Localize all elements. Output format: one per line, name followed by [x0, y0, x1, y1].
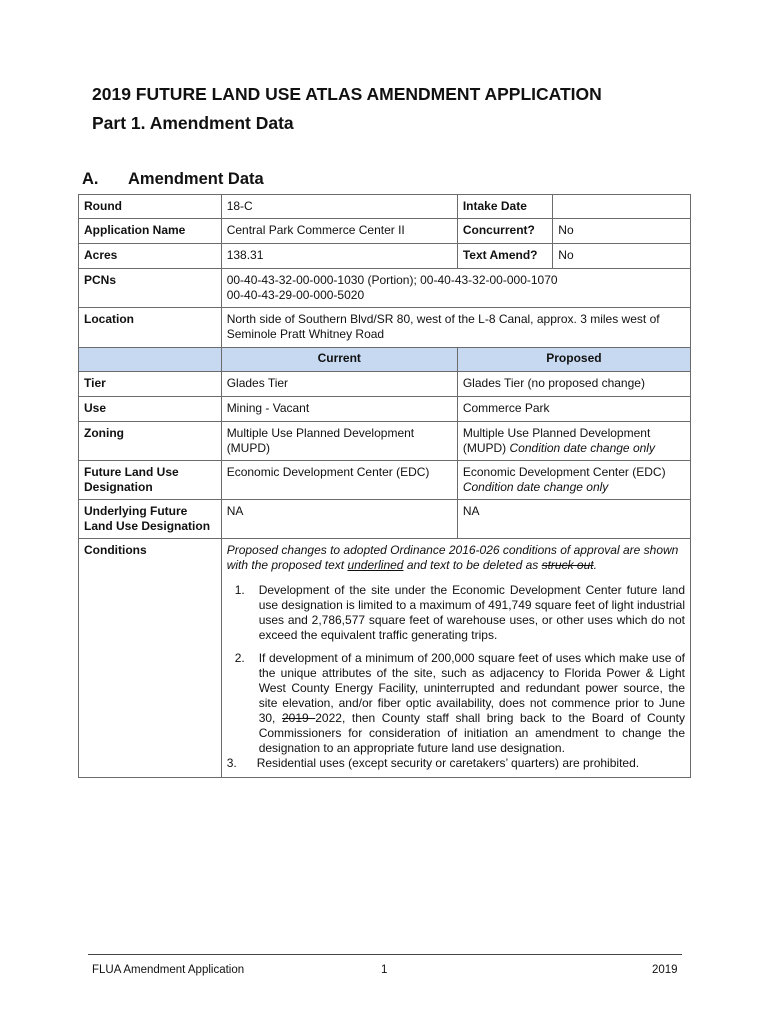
- zoning-proposed-note: Condition date change only: [509, 441, 655, 455]
- conditions-list: [227, 583, 685, 771]
- concurrent-label: Concurrent?: [457, 219, 552, 244]
- footer-year: 2019: [652, 964, 678, 976]
- application-name-value: Central Park Commerce Center II: [221, 219, 457, 244]
- footer-document-name: FLUA Amendment Application: [92, 964, 245, 976]
- future-land-use-label: Future Land Use Designation: [79, 461, 222, 500]
- conditions-label: Conditions: [79, 539, 222, 778]
- round-value: 18-C: [221, 195, 457, 219]
- conditions-intro-part-a: Proposed changes to adopted Ordinance 2016-026 conditions of approval are shown with the proposed text: [226, 543, 679, 572]
- proposed-header: Proposed: [457, 348, 690, 372]
- pcns-line-1: 00-40-43-32-00-000-1030 (Portion); 00-40-43-32-00-000-1070: [226, 273, 558, 287]
- future-land-use-proposed-note: Condition date change only: [462, 480, 609, 494]
- zoning-proposed-main: Multiple Use Planned Development (MUPD): [462, 426, 651, 455]
- table-row-tier: [79, 372, 691, 397]
- table-row-acres: [79, 244, 691, 269]
- section-heading: [82, 170, 264, 189]
- conditions-value: [221, 539, 690, 778]
- application-name-label: Application Name: [79, 219, 222, 244]
- table-row-application-name: [79, 219, 691, 244]
- condition-1-number: 1.: [234, 583, 245, 597]
- pcns-value: [221, 269, 690, 308]
- table-row-location: [79, 308, 691, 348]
- condition-2-struck-year: 2019: [281, 711, 316, 725]
- footer-divider: [88, 954, 682, 955]
- future-land-use-proposed: [457, 461, 690, 500]
- section-letter: A.: [82, 170, 99, 188]
- table-row-future-land-use: [79, 461, 691, 500]
- table-row-underlying-land-use: [79, 500, 691, 539]
- condition-item-2: [227, 651, 685, 756]
- section-title: Amendment Data: [128, 170, 264, 188]
- struck-sample-text: struck out: [541, 558, 594, 572]
- use-current: Mining - Vacant: [221, 397, 457, 422]
- conditions-intro-part-c: .: [593, 558, 597, 572]
- condition-2-text-b: 2022, then County staff shall bring back to the Board of County Commissioners for consideration of initiation an amendment to change the designation to an appropriate future land use designation.: [258, 711, 686, 755]
- tier-proposed: Glades Tier (no proposed change): [457, 372, 690, 397]
- pcns-label: PCNs: [79, 269, 222, 308]
- conditions-intro: [227, 543, 685, 573]
- pcns-line-2: 00-40-43-29-00-000-5020: [226, 288, 365, 302]
- condition-item-3: [227, 756, 685, 771]
- future-land-use-current: Economic Development Center (EDC): [221, 461, 457, 500]
- condition-item-1: [227, 583, 685, 643]
- future-land-use-proposed-main: Economic Development Center (EDC): [462, 465, 666, 479]
- location-value: North side of Southern Blvd/SR 80, west of the L-8 Canal, approx. 3 miles west of Seminole Pratt Whitney Road: [221, 308, 690, 348]
- current-header: Current: [221, 348, 457, 372]
- conditions-intro-part-b: and text to be deleted as: [403, 558, 542, 572]
- page-subtitle: Part 1. Amendment Data: [92, 113, 294, 133]
- page-title: 2019 FUTURE LAND USE ATLAS AMENDMENT APPLICATION: [92, 84, 602, 104]
- header-blank: [79, 348, 222, 372]
- underlying-land-use-label: Underlying Future Land Use Designation: [79, 500, 222, 539]
- location-label: Location: [79, 308, 222, 348]
- table-row-conditions: [79, 539, 691, 778]
- table-row-pcns: [79, 269, 691, 308]
- table-row-zoning: [79, 422, 691, 461]
- text-amend-value: No: [553, 244, 691, 269]
- intake-date-value: [553, 195, 691, 219]
- zoning-current: Multiple Use Planned Development (MUPD): [221, 422, 457, 461]
- condition-3-number: 3.: [226, 756, 237, 770]
- intake-date-label: Intake Date: [457, 195, 552, 219]
- underlined-sample-text: underlined: [347, 558, 404, 572]
- use-proposed: Commerce Park: [457, 397, 690, 422]
- use-label: Use: [79, 397, 222, 422]
- zoning-proposed: [457, 422, 690, 461]
- text-amend-label: Text Amend?: [457, 244, 552, 269]
- condition-2-text-a: If development of a minimum of 200,000 square feet of uses which make use of the unique attributes of the site, such as adjacency to Florida Power & Light West County Energy Facility, uninterrupted and redundant power source, the site elevation, and/or fiber optic availability, does not commence prior to June 30,: [258, 651, 685, 725]
- tier-current: Glades Tier: [221, 372, 457, 397]
- underlying-land-use-current: NA: [221, 500, 457, 539]
- acres-value: 138.31: [221, 244, 457, 269]
- underlying-land-use-proposed: NA: [457, 500, 690, 539]
- condition-2-number: 2.: [234, 651, 245, 665]
- condition-1-text: Development of the site under the Economic Development Center future land use designation is limited to a maximum of 491,749 square feet of light industrial uses and 2,786,577 square feet of warehouse uses, or other uses which do not exceed the equivalent traffic generating trips.: [258, 583, 685, 642]
- table-row-round: [79, 195, 691, 219]
- footer-page-number: 1: [381, 964, 388, 976]
- acres-label: Acres: [79, 244, 222, 269]
- round-label: Round: [79, 195, 222, 219]
- table-row-use: [79, 397, 691, 422]
- concurrent-value: No: [553, 219, 691, 244]
- zoning-label: Zoning: [79, 422, 222, 461]
- condition-3-text: Residential uses (except security or caretakers’ quarters) are prohibited.: [256, 756, 640, 770]
- table-header-row: [79, 348, 691, 372]
- tier-label: Tier: [79, 372, 222, 397]
- amendment-data-table: [78, 194, 691, 778]
